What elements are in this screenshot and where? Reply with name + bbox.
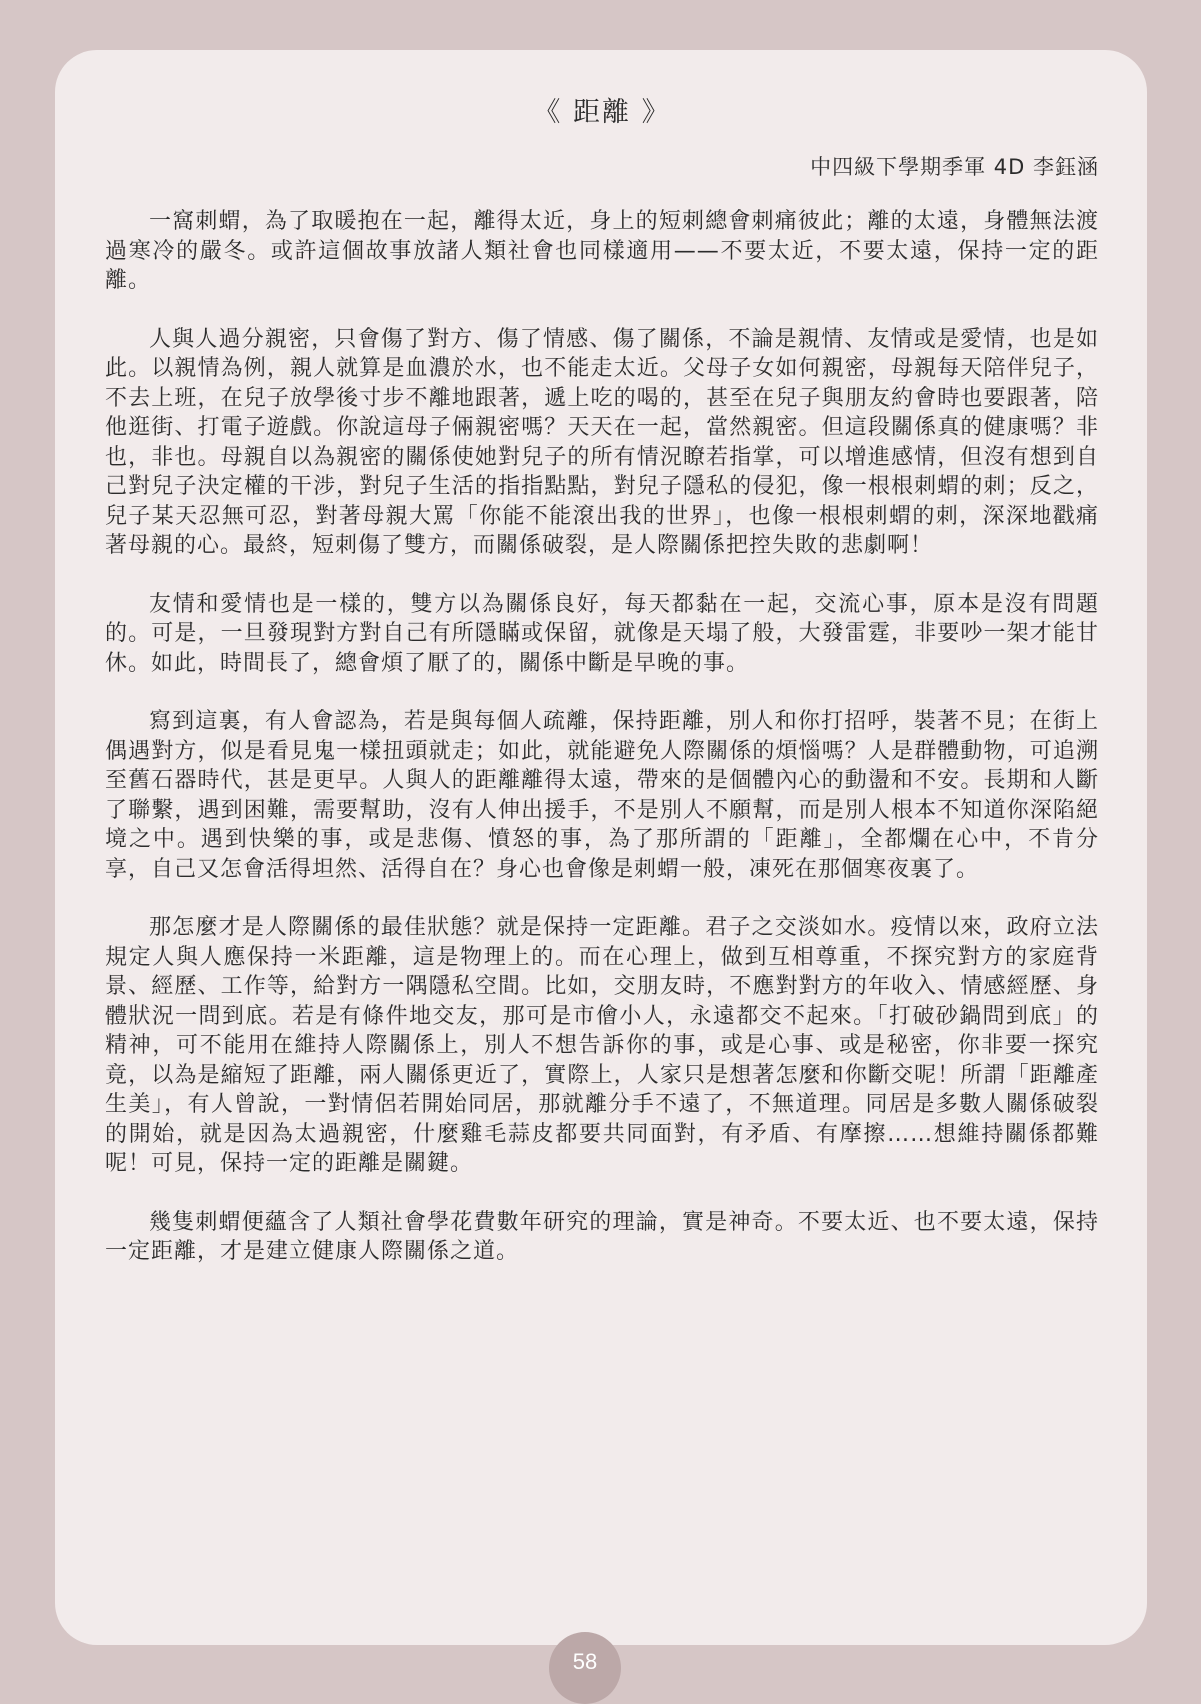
paragraph-5: 那怎麼才是人際關係的最佳狀態？就是保持一定距離。君子之交淡如水。疫情以來，政府立法規定人與人應保持一米距離，這是物理上的。而在心理上，做到互相尊重，不探究對方的家庭背景、經歷、工作等，給對方一隅隱私空間。比如，交朋友時，不應對對方的年收入、情感經歷、身體狀況一問到底。若是有條件地交友，那可是市儈小人，永遠都交不起來。「打破砂鍋問到底」的精神，可不能用在維持人際關係上，別人不想告訴你的事，或是心事、或是秘密，你非要一探究竟，以為是縮短了距離，兩人關係更近了，實際上，人家只是想著怎麼和你斷交呢！所謂「距離產生美」，有人曾說，一對情侶若開始同居，那就離分手不遠了，不無道理。同居是多數人關係破裂的開始，就是因為太過親密，什麼雞毛蒜皮都要共同面對，有矛盾、有摩擦……想維持關係都難呢！可見，保持一定的距離是關鍵。 xyxy=(105,915,1099,1176)
paragraph-2: 人與人過分親密，只會傷了對方、傷了情感、傷了關係，不論是親情、友情或是愛情，也是如此。以親情為例，親人就算是血濃於水，也不能走太近。父母子女如何親密，母親每天陪伴兒子，不去上班，在兒子放學後寸步不離地跟著，遞上吃的喝的，甚至在兒子與朋友約會時也要跟著，陪他逛街、打電子遊戲。你說這母子倆親密嗎？天天在一起，當然親密。但這段關係真的健康嗎？非也，非也。母親自以為親密的關係使她對兒子的所有情況瞭若指掌，可以增進感情，但沒有想到自己對兒子決定權的干涉，對兒子生活的指指點點，對兒子隱私的侵犯，像一根根刺蝟的刺；反之，兒子某天忍無可忍，對著母親大罵「你能不能滾出我的世界」，也像一根根刺蝟的刺，深深地戳痛著母親的心。最終，短刺傷了雙方，而關係破裂，是人際關係把控失敗的悲劇啊！ xyxy=(105,326,1099,558)
article-title: 《 距離 》 xyxy=(533,97,671,128)
page-number-badge: 58 xyxy=(549,1632,621,1704)
page-card xyxy=(55,50,1147,1645)
paragraph-3: 友情和愛情也是一樣的，雙方以為關係良好，每天都黏在一起，交流心事，原本是沒有問題的。可是，一旦發現對方對自己有所隱瞞或保留，就像是天塌了般，大發雷霆，非要吵一架才能甘休。如此，時間長了，總會煩了厭了的，關係中斷是早晚的事。 xyxy=(105,591,1099,676)
paragraph-4: 寫到這裏，有人會認為，若是與每個人疏離，保持距離，別人和你打招呼，裝著不見；在街上偶遇對方，似是看見鬼一樣扭頭就走；如此，就能避免人際關係的煩惱嗎？人是群體動物，可追溯至舊石器時代，甚是更早。人與人的距離離得太遠，帶來的是個體內心的動盪和不安。長期和人斷了聯繫，遇到困難，需要幫助，沒有人伸出援手，不是別人不願幫，而是別人根本不知道你深陷絕境之中。遇到快樂的事，或是悲傷、憤怒的事，為了那所謂的「距離」，全都爛在心中，不肯分享，自己又怎會活得坦然、活得自在？身心也會像是刺蝟一般，凍死在那個寒夜裏了。 xyxy=(105,709,1099,882)
paragraph-6: 幾隻刺蝟便蘊含了人類社會學花費數年研究的理論，實是神奇。不要太近、也不要太遠，保持一定距離，才是建立健康人際關係之道。 xyxy=(105,1209,1099,1264)
article-byline: 中四級下學期季軍 4D 李鈺涵 xyxy=(810,155,1099,179)
paragraph-1: 一窩刺蝟，為了取暖抱在一起，離得太近，身上的短刺總會刺痛彼此；離的太遠，身體無法渡過寒冷的嚴冬。或許這個故事放諸人類社會也同樣適用——不要太近，不要太遠，保持一定的距離。 xyxy=(105,209,1099,293)
